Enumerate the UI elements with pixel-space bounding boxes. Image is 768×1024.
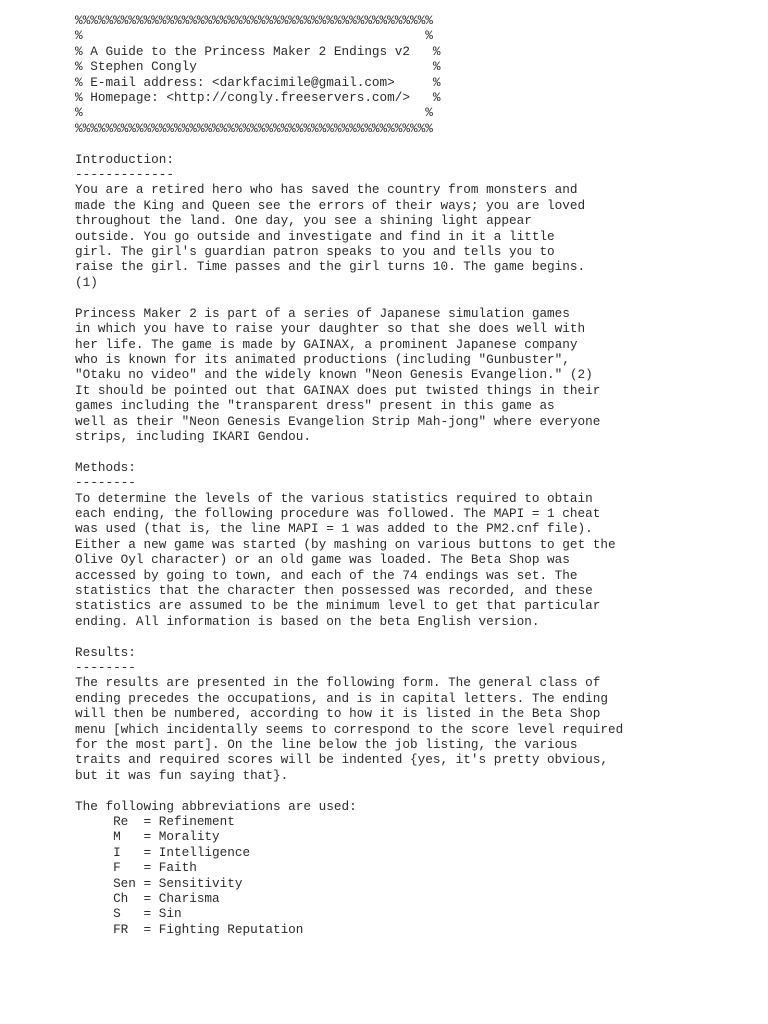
document-line: -------- [75, 475, 136, 491]
document-line: who is known for its animated productions (including "Gunbuster", [75, 351, 570, 367]
document-line [75, 783, 623, 798]
document-line [75, 136, 623, 151]
document-line: traits and required scores will be indented {yes, it's pretty obvious, [75, 752, 608, 768]
document-line: You are a retired hero who has saved the country from monsters and [75, 182, 578, 198]
document-line: % E-mail address: <darkfacimile@gmail.com> % [75, 74, 441, 90]
document-line: M = Morality [75, 829, 220, 845]
document-line: ending precedes the occupations, and is in capital letters. The ending [75, 690, 608, 706]
document-line: but it was fun saying that}. [75, 767, 289, 783]
document-line: To determine the levels of the various statistics required to obtain [75, 490, 593, 506]
document-line: accessed by going to town, and each of the 74 endings was set. The [75, 567, 578, 583]
document-line: % Homepage: <http://congly.freeservers.com/> % [75, 90, 441, 106]
document-line: in which you have to raise your daughter so that she does well with [75, 321, 586, 337]
document-line: The following abbreviations are used: [75, 798, 357, 814]
document-line: "Otaku no video" and the widely known "Neon Genesis Evangelion." (2) [75, 367, 593, 383]
document-line: Re = Refinement [75, 814, 235, 830]
document-line: Either a new game was started (by mashing on various buttons to get the [75, 536, 616, 552]
document-line: F = Faith [75, 860, 197, 876]
document-text [75, 13, 623, 937]
document-line: made the King and Queen see the errors of their ways; you are loved [75, 197, 586, 213]
document-line: statistics are assumed to be the minimum level to get that particular [75, 598, 601, 614]
document-line: % % [75, 105, 433, 121]
document-line: I = Intelligence [75, 844, 251, 860]
document-line: -------- [75, 660, 136, 675]
document-line: Olive Oyl character) or an old game was loaded. The Beta Shop was [75, 552, 570, 568]
document-line: (1) [75, 274, 98, 290]
document-line: % % [75, 28, 433, 44]
document-line: Princess Maker 2 is part of a series of Japanese simulation games [75, 305, 570, 321]
document-line: Sen = Sensitivity [75, 875, 243, 891]
document-line: ------------- [75, 167, 174, 183]
document-line [75, 290, 623, 305]
document-line: girl. The girl's guardian patron speaks to you and tells you to [75, 244, 555, 260]
document-line: S = Sin [75, 906, 182, 922]
document-line: will then be numbered, according to how it is listed in the Beta Shop [75, 706, 601, 722]
document-line: throughout the land. One day, you see a shining light appear [75, 213, 532, 229]
document-line: each ending, the following procedure was followed. The MAPI = 1 cheat [75, 505, 601, 521]
document-line: The results are presented in the following form. The general class of [75, 675, 601, 691]
document-line: strips, including IKARI Gendou. [75, 428, 312, 444]
document-line: outside. You go outside and investigate and find in it a little [75, 228, 555, 244]
document-line: Methods: [75, 459, 136, 475]
document-line: %%%%%%%%%%%%%%%%%%%%%%%%%%%%%%%%%%%%%%%%%%%%%%% [75, 120, 433, 136]
document-line: % Stephen Congly % [75, 59, 441, 75]
document-line: % A Guide to the Princess Maker 2 Endings v2 % [75, 43, 441, 59]
document-line: Ch = Charisma [75, 891, 220, 907]
document-line: Introduction: [75, 151, 174, 167]
document-line: was used (that is, the line MAPI = 1 was added to the PM2.cnf file). [75, 521, 593, 537]
document-line: ending. All information is based on the beta English version. [75, 613, 540, 629]
document-line: statistics that the character then possessed was recorded, and these [75, 582, 593, 598]
document-line: her life. The game is made by GAINAX, a prominent Japanese company [75, 336, 578, 352]
document-line: games including the "transparent dress" present in this game as [75, 398, 555, 414]
document-line [75, 629, 623, 644]
document-line: %%%%%%%%%%%%%%%%%%%%%%%%%%%%%%%%%%%%%%%%%%%%%%% [75, 13, 433, 28]
document-line: Results: [75, 644, 136, 660]
document-line: for the most part]. On the line below the job listing, the various [75, 737, 578, 753]
document-line: menu [which incidentally seems to correspond to the score level required [75, 721, 624, 737]
document-line: It should be pointed out that GAINAX does put twisted things in their [75, 382, 601, 398]
document-line: FR = Fighting Reputation [75, 921, 304, 937]
document-line [75, 444, 623, 459]
document-line: well as their "Neon Genesis Evangelion Strip Mah-jong" where everyone [75, 413, 601, 429]
document-line: raise the girl. Time passes and the girl turns 10. The game begins. [75, 259, 586, 275]
